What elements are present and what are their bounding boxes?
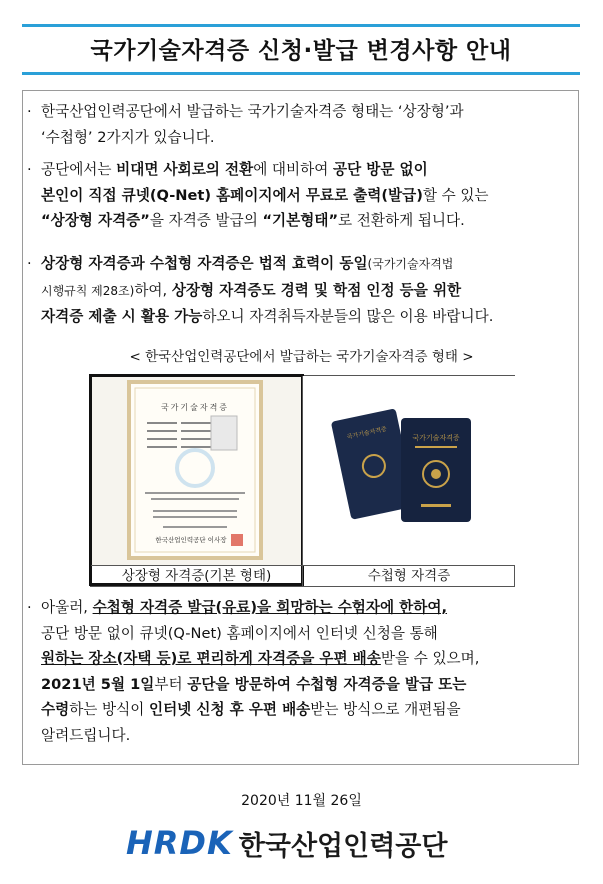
label-booklet: 수첩형 자격증 bbox=[367, 568, 451, 584]
text: 시행규칙 제28조) bbox=[41, 283, 135, 298]
text: 로 전환하게 됩니다. bbox=[338, 212, 465, 229]
text: 하는 방식이 bbox=[69, 701, 149, 718]
booklet-image bbox=[303, 376, 515, 565]
svg-text:국가기술자격증: 국가기술자격증 bbox=[346, 425, 388, 441]
emphasis: 수령 bbox=[41, 701, 70, 718]
emphasis: 본인이 직접 큐넷(Q-Net) 홈페이지에서 무료로 출력(발급) bbox=[41, 186, 423, 204]
content-box bbox=[22, 90, 579, 765]
emphasis: 수첩형 자격증 발급(유료)을 희망하는 수험자에 한하여, bbox=[92, 599, 448, 616]
emphasis: 인터넷 신청 후 우편 배송 bbox=[148, 701, 311, 718]
bullet: · bbox=[27, 599, 32, 616]
text: 받을 수 있으며, bbox=[380, 650, 480, 667]
paragraph-3 bbox=[27, 251, 571, 330]
hrdk-logo bbox=[126, 822, 447, 864]
issue-date: 2020년 11월 26일 bbox=[241, 793, 362, 809]
text: 공단에서는 bbox=[41, 161, 117, 178]
text: 에 대비하여 bbox=[253, 161, 333, 178]
text: 하여, bbox=[134, 281, 172, 299]
divider bbox=[302, 376, 303, 586]
text: 을 자격증 발급의 bbox=[149, 212, 263, 229]
emphasis: 2021년 5월 1일 bbox=[41, 675, 155, 693]
bullet: · bbox=[27, 161, 32, 178]
text: 공단 방문 없이 큐넷(Q-Net) 홈페이지에서 인터넷 신청을 통해 bbox=[41, 624, 438, 642]
text: 할 수 있는 bbox=[422, 186, 489, 204]
bullet: · bbox=[27, 255, 32, 272]
label-certificate: 상장형 자격증(기본 형태) bbox=[121, 568, 272, 584]
text: 하오니 자격취득자분들의 많은 이용 바랍니다. bbox=[202, 308, 494, 325]
figure-caption: < 한국산업인력공단에서 발급하는 국가기술자격증 형태 > bbox=[129, 349, 474, 365]
certificate-image bbox=[91, 376, 302, 565]
title-banner bbox=[22, 18, 580, 84]
emphasis: 자격증 제출 시 활용 가능 bbox=[41, 308, 203, 325]
cert-issuer: 한국산업인력공단 이사장 bbox=[155, 536, 227, 544]
page-title: 국가기술자격증 신청·발급 변경사항 안내 bbox=[90, 38, 512, 64]
text: (국가기술자격법 bbox=[367, 257, 454, 271]
text: 알려드립니다. bbox=[41, 726, 131, 744]
title-rule-bottom bbox=[22, 72, 580, 75]
emphasis: 공단 방문 없이 bbox=[332, 161, 428, 178]
paragraph-1 bbox=[27, 99, 571, 150]
title-rule-top bbox=[22, 24, 580, 27]
para1-line2: ‘수첩형’ 2가지가 있습니다. bbox=[41, 128, 215, 146]
logo-text: 한국산업인력공단 bbox=[238, 830, 448, 862]
para1-line1: 한국산업인력공단에서 발급하는 국가기술자격증 형태는 ‘상장형’과 bbox=[41, 103, 464, 120]
text: 부터 bbox=[154, 675, 188, 693]
emphasis: 비대면 사회로의 전환 bbox=[116, 161, 254, 178]
paragraph-4 bbox=[27, 595, 571, 748]
emphasis: 원하는 장소(자택 등)로 편리하게 자격증을 우편 배송 bbox=[41, 650, 381, 667]
bullet: · bbox=[27, 103, 32, 120]
paragraph-2 bbox=[27, 157, 571, 234]
emphasis: 상장형 자격증도 경력 및 학점 인정 등을 위한 bbox=[171, 281, 462, 299]
cert-title: 국가기술자격증 bbox=[160, 403, 230, 412]
figure-table bbox=[90, 375, 515, 587]
booklet-title: 국가기술자격증 bbox=[412, 434, 460, 442]
text: 받는 방식으로 개편됨을 bbox=[310, 701, 461, 718]
emphasis: “기본형태” bbox=[262, 212, 339, 229]
logo-mark: HRDK bbox=[126, 824, 233, 862]
text: 아울러, bbox=[41, 599, 93, 616]
highlight-border bbox=[89, 374, 304, 586]
emphasis: 상장형 자격증과 수첩형 자격증은 법적 효력이 동일 bbox=[41, 255, 368, 272]
emphasis: “상장형 자격증” bbox=[41, 212, 150, 229]
emphasis: 공단을 방문하여 수첩형 자격증을 발급 또는 bbox=[187, 675, 467, 693]
